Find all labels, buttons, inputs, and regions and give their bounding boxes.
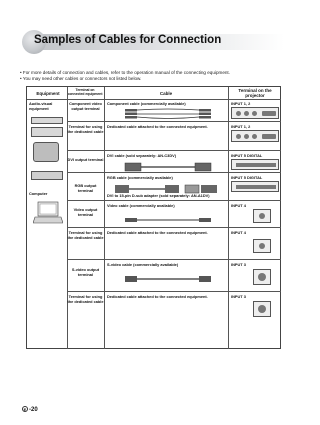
port-icon [252, 134, 257, 139]
row-divider-2 [67, 150, 281, 151]
s-video-cable-image [123, 271, 213, 281]
row5-projector-terminal-image [253, 209, 271, 223]
port-icon [262, 134, 276, 139]
row-divider-7 [67, 291, 281, 292]
header-terminal-line1: Terminal on [75, 88, 95, 92]
camcorder-image [33, 142, 59, 162]
row6-cable: Dedicated cable attached to the connected equipment. [107, 230, 208, 235]
port-icon [259, 243, 265, 249]
component-cable-image [123, 107, 213, 119]
row2-projector: INPUT 1, 2 [231, 124, 251, 129]
port-icon [244, 111, 249, 116]
row-divider-1 [67, 121, 281, 122]
dvi-cable-image [123, 159, 213, 169]
row2-terminal: Terminal for using the dedicated cable [67, 124, 104, 134]
row1-cable: Component cable (commercially available) [107, 101, 186, 106]
row6-projector-terminal-image [253, 239, 271, 253]
row7-cable: S-video cable (commercially available) [107, 262, 179, 267]
connection-table [26, 86, 281, 349]
page-title: Samples of Cables for Connection [34, 34, 222, 46]
header-terminal-line2: connected equipment [67, 92, 103, 96]
row8-projector: INPUT 3 [231, 294, 246, 299]
row4-projector: INPUT 5 DIGITAL [231, 175, 263, 180]
laptop-image [33, 201, 63, 225]
row7-projector-terminal-image [253, 269, 271, 285]
row1-projector: INPUT 1, 2 [231, 101, 251, 106]
row4-projector-terminal-image [231, 181, 279, 192]
s-video-port-icon [258, 273, 266, 281]
page-letter: E [23, 407, 27, 412]
row5-projector: INPUT 4 [231, 203, 246, 208]
row5-terminal: Video output terminal [73, 207, 98, 217]
port-icon [259, 213, 265, 219]
row3-projector: INPUT 5 DIGITAL [231, 153, 263, 158]
page-number-value: -20 [29, 407, 38, 413]
row4-terminal: RGB output terminal [74, 183, 97, 193]
row-divider-6 [67, 259, 281, 260]
header-equipment: Equipment [36, 91, 60, 96]
col-divider-2 [104, 87, 105, 349]
row3-terminal: DVI output terminal [67, 157, 104, 162]
row-divider-5 [67, 227, 281, 228]
dvd-player-image [31, 117, 63, 124]
row5-cable: Video cable (commercially available) [107, 203, 175, 208]
row8-projector-terminal-image [253, 301, 271, 317]
port-icon [262, 111, 276, 116]
row3-projector-terminal-image [231, 159, 279, 170]
port-icon [236, 134, 241, 139]
title-banner [22, 30, 284, 52]
row4-cable-note: DVI to 15-pin D-sub adapter (sold separately: AN-A1DV) [107, 193, 210, 198]
row6-projector: INPUT 4 [231, 230, 246, 235]
row2-projector-terminal-image [231, 130, 279, 142]
row3-cable: DVI cable (sold separately: AN-C3DV) [107, 153, 177, 158]
row7-projector: INPUT 3 [231, 262, 246, 267]
dvi-port-icon [236, 185, 276, 189]
dvi-port-icon [236, 163, 276, 167]
row1-terminal: Component video output terminal [69, 101, 102, 111]
row7-terminal: S-video output terminal [71, 267, 100, 277]
header-projector-terminal: Terminal on the projector [238, 88, 272, 98]
row-divider-4 [67, 200, 281, 201]
header-divider [27, 99, 281, 100]
port-icon [236, 111, 241, 116]
note-line-1: • For more details of connection and cables, refer to the operation manual of the connecting equipment. [20, 70, 230, 75]
header-cable: Cable [159, 91, 173, 96]
row8-terminal: Terminal for using the dedicated cable [67, 294, 104, 304]
dvd-recorder-image [31, 171, 63, 180]
row2-cable: Dedicated cable attached to the connected equipment. [107, 124, 208, 129]
port-icon [252, 111, 257, 116]
row4-cable: RGB cable (commercially available) [107, 175, 173, 180]
row-divider-3 [67, 172, 281, 173]
row6-terminal: Terminal for using the dedicated cable [67, 230, 104, 240]
vcr-image [31, 127, 63, 137]
group-audio-visual: Audio-visual equipment [29, 101, 53, 111]
group-computer: Computer [29, 191, 48, 196]
page-number [22, 406, 38, 413]
port-icon [244, 134, 249, 139]
notes [20, 70, 288, 82]
video-cable-image [123, 211, 213, 219]
note-line-2: • You may need other cables or connectors not listed below. [20, 76, 142, 82]
s-video-port-icon [258, 305, 266, 313]
col-divider-3 [228, 87, 229, 349]
rgb-cable-image [113, 181, 223, 191]
header-terminal [67, 88, 103, 96]
row8-cable: Dedicated cable attached to the connected equipment. [107, 294, 208, 299]
row1-projector-terminal-image [231, 107, 279, 119]
